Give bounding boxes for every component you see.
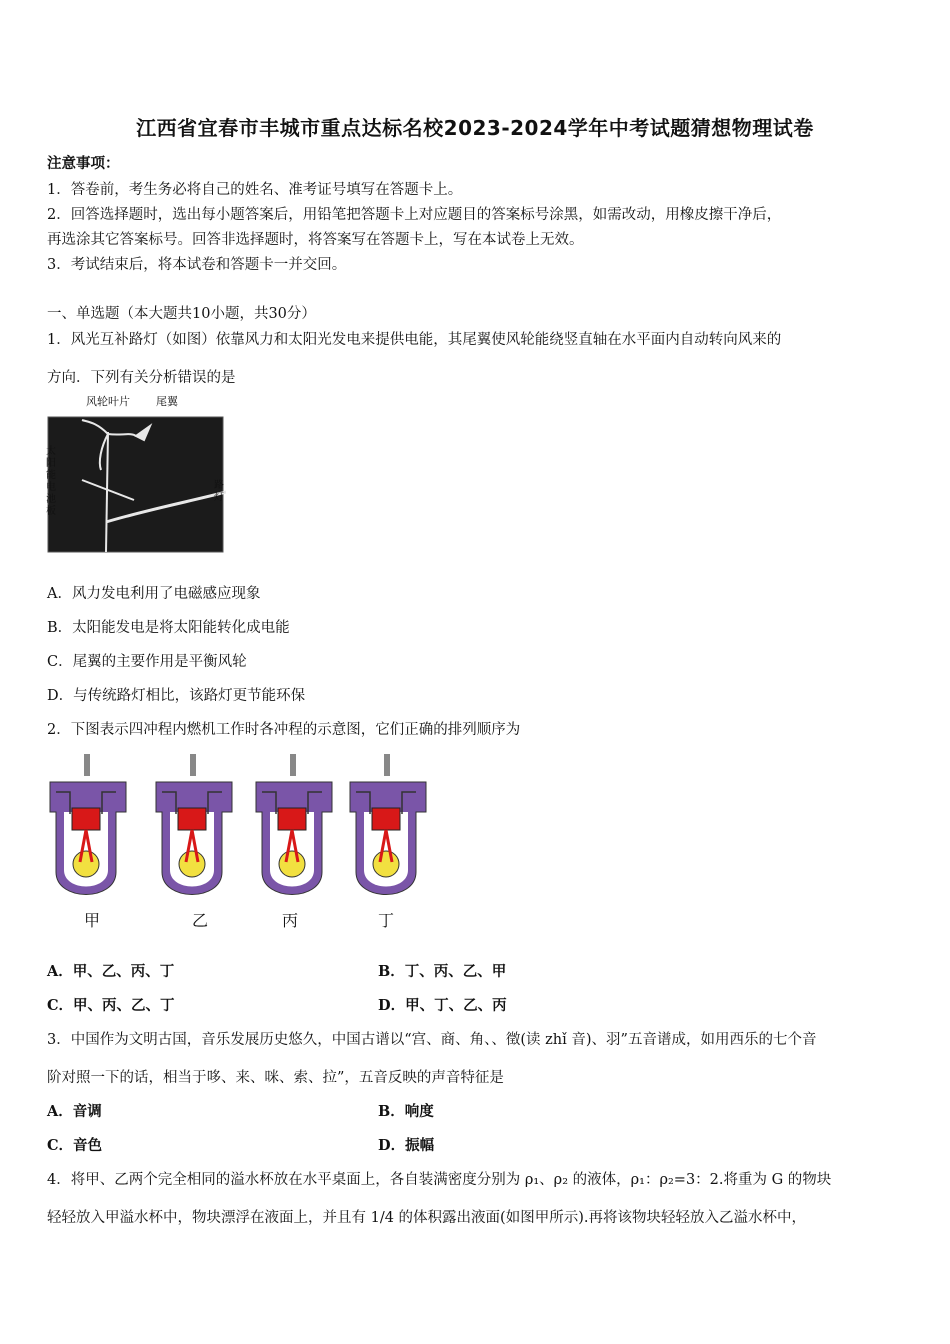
- svg-text:电: 电: [46, 482, 56, 493]
- engine-yi: [156, 754, 232, 895]
- q3-option-b: B．响度: [378, 1103, 434, 1120]
- engine-ding: [350, 754, 426, 895]
- q2-option-d: D．甲、丁、乙、丙: [378, 997, 507, 1014]
- q3-stem-line2: 阶对照一下的话，相当于哆、来、咪、索、拉”，五音反映的声音特征是: [47, 1070, 504, 1086]
- q1-option-c: C．尾翼的主要作用是平衡风轮: [47, 654, 247, 670]
- street-lamp-figure: [46, 392, 226, 554]
- notice-item: 再选涂其它答案标号。回答非选择题时，将答案写在答题卡上，写在本试卷上无效。: [47, 232, 584, 248]
- label-tail: 尾翼: [156, 395, 178, 408]
- caption-jia: 甲: [84, 911, 101, 930]
- q2-option-c: C．甲、丙、乙、丁: [47, 997, 175, 1014]
- svg-text:池: 池: [46, 494, 56, 505]
- label-lamp-char: 路: [214, 480, 224, 491]
- svg-text:阳: 阳: [46, 458, 56, 469]
- svg-text:板: 板: [46, 506, 56, 517]
- q1-option-a: A．风力发电利用了电磁感应现象: [47, 586, 261, 602]
- q4-stem-line2: 轻轻放入甲溢水杯中，物块漂浮在液面上，并且有 1/4 的体积露出液面(如图甲所示).再将该物块轻轻放入乙溢水杯中，: [47, 1210, 806, 1226]
- q1-option-b: B．太阳能发电是将太阳能转化成电能: [47, 620, 290, 636]
- page-title: 江西省宜春市丰城市重点达标名校2023-2024学年中考试题猜想物理试卷: [136, 116, 814, 140]
- q2-option-a: A．甲、乙、丙、丁: [47, 963, 175, 980]
- notice-item: 3．考试结束后，将本试卷和答题卡一并交回。: [47, 257, 347, 273]
- notice-heading: 注意事项：: [47, 155, 120, 172]
- notice-item: 1．答卷前，考生务必将自己的姓名、准考证号填写在答题卡上。: [47, 182, 463, 198]
- engine-jia: [50, 754, 126, 895]
- q3-option-d: D．振幅: [378, 1137, 435, 1154]
- notice-item: 2．回答选择题时，选出每小题答案后，用铅笔把答题卡上对应题目的答案标号涂黑，如需改动，用橡皮擦干净后，: [47, 207, 782, 223]
- svg-text:能: 能: [46, 470, 56, 481]
- figure-background: [48, 417, 223, 552]
- engine-bing: [256, 754, 332, 895]
- q4-stem-line1: 4．将甲、乙两个完全相同的溢水杯放在水平桌面上，各自装满密度分别为 ρ₁、ρ₂ 的液体，ρ₁：ρ₂=3：2.将重为 G 的物块: [47, 1172, 832, 1188]
- section-heading: 一、单选题（本大题共10小题，共30分）: [47, 306, 316, 322]
- engine-strokes-figure: [46, 752, 446, 932]
- label-panel-char: 太: [46, 446, 56, 457]
- q1-option-d: D．与传统路灯相比，该路灯更节能环保: [47, 688, 306, 704]
- label-blade: 风轮叶片: [86, 395, 130, 408]
- q3-option-c: C．音色: [47, 1137, 103, 1154]
- q2-stem: 2．下图表示四冲程内燃机工作时各冲程的示意图，它们正确的排列顺序为: [47, 722, 521, 738]
- q3-option-a: A．音调: [47, 1103, 102, 1120]
- caption-yi: 乙: [192, 911, 209, 930]
- caption-bing: 丙: [282, 911, 299, 930]
- q1-stem-line1: 1．风光互补路灯（如图）依靠风力和太阳光发电来提供电能，其尾翼使风轮能绕竖直轴在水平面内自动转向风来的: [47, 332, 782, 348]
- q3-stem-line1: 3．中国作为文明古国，音乐发展历史悠久，中国古谱以“宫、商、角、、徵(读 zhǐ 音)、羽”五音谱成，如用西乐的七个音: [47, 1032, 817, 1048]
- caption-ding: 丁: [378, 911, 395, 930]
- q2-option-b: B．丁、丙、乙、甲: [378, 963, 507, 980]
- svg-text:灯: 灯: [214, 492, 224, 503]
- q1-stem-line2: 方向．下列有关分析错误的是: [47, 370, 236, 386]
